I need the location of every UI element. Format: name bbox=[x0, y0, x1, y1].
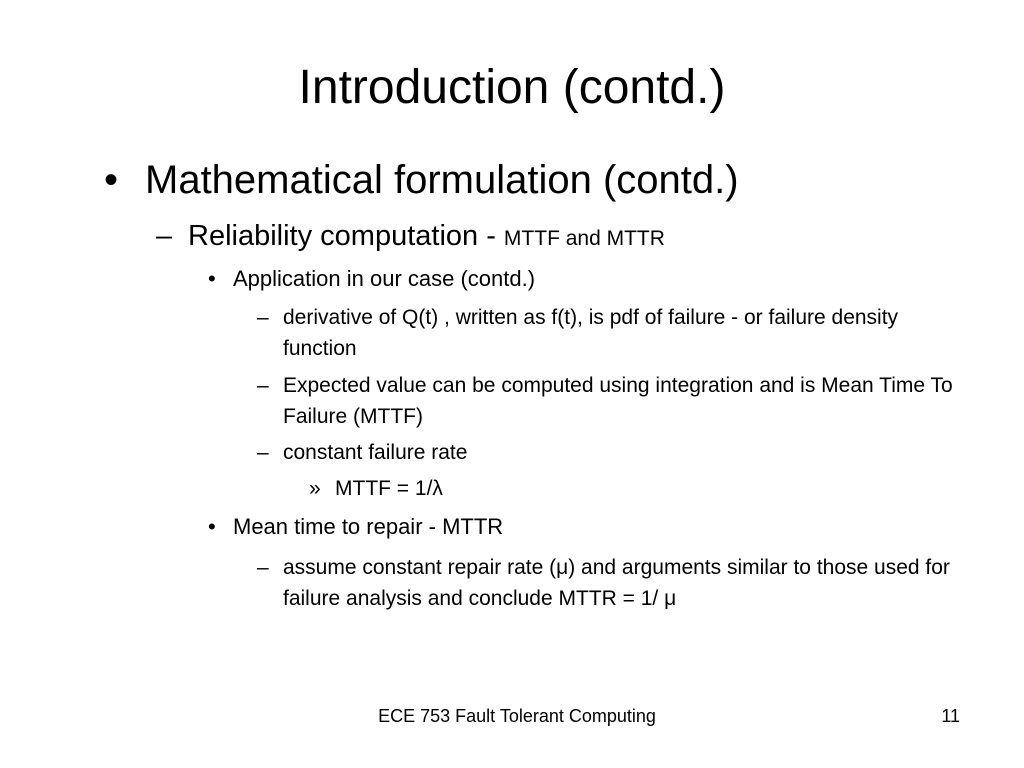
dash-marker: – bbox=[257, 374, 269, 397]
dash-marker: – bbox=[257, 306, 269, 329]
dash-marker: – bbox=[257, 441, 269, 464]
dash-constant-failure-rate bbox=[257, 437, 957, 468]
dash-marker: – bbox=[156, 220, 173, 252]
subbullet-text bbox=[188, 216, 956, 259]
bullet-marker: • bbox=[104, 158, 119, 202]
dash-derivative-q-t bbox=[257, 302, 957, 364]
dash-assume-repair-rate bbox=[257, 552, 957, 614]
bullet-text: Application in our case (contd.) bbox=[233, 266, 536, 291]
bullet-mean-time-to-repair bbox=[208, 512, 948, 542]
reliability-computation-text: Reliability computation - bbox=[188, 220, 504, 252]
dash-expected-value bbox=[257, 370, 957, 432]
dash-text: Expected value can be computed using integration and is Mean Time To Failure (MTTF) bbox=[283, 374, 953, 428]
bullet-marker: • bbox=[208, 266, 216, 291]
footer-page-number: 11 bbox=[941, 706, 960, 726]
raquo-marker: » bbox=[309, 477, 321, 500]
equation-text: MTTF = 1/λ bbox=[335, 477, 443, 500]
bullet-application-case bbox=[208, 264, 948, 294]
bullet-marker: • bbox=[208, 514, 216, 539]
bullet-text: Mean time to repair - MTTR bbox=[233, 514, 504, 539]
subbullet-reliability-computation bbox=[156, 216, 956, 259]
slide-title: Introduction (contd.) bbox=[298, 61, 726, 114]
footer-course: ECE 753 Fault Tolerant Computing bbox=[378, 706, 656, 726]
dash-text: constant failure rate bbox=[283, 441, 468, 464]
dash-text: assume constant repair rate (μ) and arguments similar to those used for failure analysis and conclude MTTR = 1/ μ bbox=[283, 556, 950, 610]
raquo-mttf-equation bbox=[309, 474, 909, 504]
bullet-mathematical-formulation bbox=[104, 154, 984, 206]
dash-marker: – bbox=[257, 556, 269, 579]
dash-text: derivative of Q(t) , written as f(t), is pdf of failure - or failure density function bbox=[283, 306, 899, 360]
mttf-mttr-text: MTTF and MTTR bbox=[503, 227, 665, 250]
bullet-text: Mathematical formulation (contd.) bbox=[145, 158, 739, 202]
